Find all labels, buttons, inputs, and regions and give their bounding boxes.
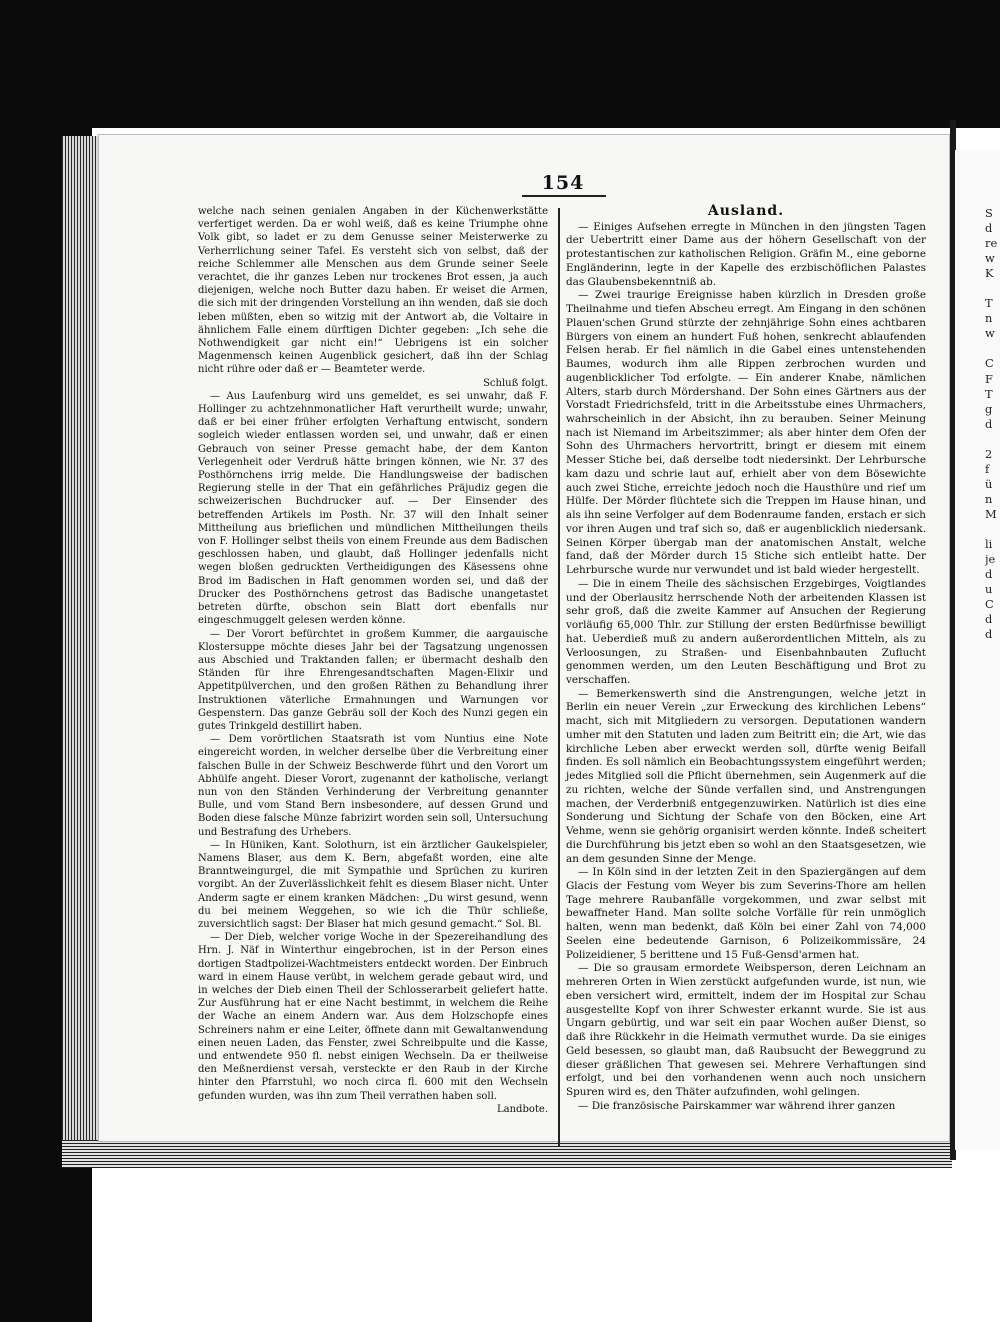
page-number-rule	[522, 195, 606, 197]
article-berlin: — Bemerkenswerth sind die Anstrengungen, welche jetzt in Berlin ein neuer Verein „zur Erweckung des kirchlichen Lebens“ macht, sich mit Mitgliedern zu versorgen. Deputationen wandern umher mit den Statuten und laden zum Beitritt ein; die Art, wie das kirchliche Leben aber erweckt werden soll, dürfte wenig Beifall finden. Es soll nämlich ein Beobachtungssystem eingeführt werden; jedes Mitglied soll die Pflicht übernehmen, sein Augenmerk auf die zu richten, welche der Sünde verfallen sind, und Anstrengungen machen, der Verderbniß entgegenzuwirken. Natürlich ist dies eine Sonderung und Sichtung der Schafe von den Böcken, eine Art Vehme, wenn sie gehörig organisirt werden könnte. Indeß scheitert die Durchführung bis jetzt eben so wohl an den Staatsgesetzen, wie an dem gesunden Sinne der Menge.	[566, 687, 926, 865]
continued-note: Schluß folgt.	[483, 377, 548, 389]
book-bottom-edges	[62, 1140, 952, 1168]
book-page-edges	[62, 136, 98, 1148]
article-vorort: — Der Vorort befürchtet in großem Kummer, die aargauische Klostersuppe möchte dieses Jahr bei der Tagsatzung ungenossen aus Abschied und Traktanden fallen; er übermacht deshalb den Ständen für ihre Ehrengesandtschaften Magen-Elixir und Appetitpülverchen, und den großen Räthen zu Behandlung ihrer Instruktionen väterliche Ermahnungen und Warnungen vor Gespenstern. Das ganze Gebräu soll der Koch des Nunzi gegen ein gutes Trinkgeld destillirt haben.	[198, 628, 548, 732]
page-number: 154	[541, 172, 585, 194]
article-hueniken: — In Hüniken, Kant. Solothurn, ist ein ärztlicher Gaukelspieler, Namens Blaser, aus dem K. Bern, abgefaßt worden, eine alte Branntweingurgel, die mit Sympathie und Sprüchen zu kuriren vorgibt. An der Zuverlässlichkeit fehlt es diesem Blaser nicht. Unter Anderm sagte er einem kranken Mädchen: „Du wirst gesund, wenn du bei meinem Weggehen, so wie ich die Thür schließe, zuversichtlich sagst: Der Blaser hat mich gesund gemacht.“ Sol. Bl.	[198, 839, 548, 930]
section-title-ausland: Ausland.	[707, 203, 785, 219]
article-erzgebirge: — Die in einem Theile des sächsischen Erzgebirges, Voigtlandes und der Oberlausitz herrschende Noth der arbeitenden Klassen ist sehr groß, daß die zweite Kammer auf Ansuchen der Regierung vorläufig 65,000 Thlr. zur Stillung der ersten Bedürfnisse bewilligt hat. Ueberdieß muß zu andern außerordentlichen Mitteln, als zu Verloosungen, zu Straßen- und Eisenbahnbauten Zuflucht genommen werden, um den Leuten Beschäftigung und Brot zu verschaffen.	[566, 577, 926, 686]
article-winterthur: — Der Dieb, welcher vorige Woche in der Spezereihandlung des Hrn. J. Näf in Winterthur eingebrochen, ist in der Person eines dortigen Stadtpolizei-Wachtmeisters entdeckt worden. Der Einbruch ward in einem Hause verübt, in welchem gerade gebaut wird, und in welches der Dieb einen Theil der Schlosserarbeit geliefert hatte. Zur Ausführung hat er eine Nacht bestimmt, in welchem die Reihe der Wache an einem Andern war. Aus dem Holzschopfe eines Schreiners nahm er eine Leiter, öffnete dann mit Gewaltanwendung einen neuen Laden, das Fenster, zwei Schreibpulte und die Kasse, und entwendete 950 fl. nebst einigen Wechseln. Da er theilweise den Meßnerdienst versah, versteckte er den Raub in der Kirche hinter den Pfarrstuhl, wo noch circa fl. 600 mit den Wechseln gefunden wurden, was ihn zum Theil verrathen haben soll.	[198, 932, 548, 1102]
article-laufenburg: — Aus Laufenburg wird uns gemeldet, es sei unwahr, daß F. Hollinger zu achtzehnmonatlicher Haft verurtheilt wurde; unwahr, daß er bei einer früher erfolgten Verhaftung entwischt, sondern sogleich wieder entlassen worden sei, und unwahr, daß er einen Gebrauch von seiner Presse gemacht habe, der dem Kanton Verlegenheit oder Verdruß hätte bringen können, wie Nr. 37 des Posthörnchens irrig melde. Die Handlungsweise der badischen Regierung stelle in der That ein gefährliches Präjudiz gegen die schweizerischen Buchdrucker auf. — Der Einsender des betreffenden Artikels im Posth. Nr. 37 will den Inhalt seiner Mittheilung aus brieflichen und mündlichen Mittheilungen theils von F. Hollinger selbst theils von einem Freunde aus dem Badischen geschlossen haben, und glaubt, daß Hollinger jedenfalls nicht wegen bloßen gedruckten Vertheidigungen des Käsessens ohne Brod im Badischen in Haft genommen worden sei, und daß der Drucker des Posthörnchens getrost das Badische unangetastet betreten dürfte, obschon sein Blatt dort ebenfalls nur eingeschmuggelt gelesen werden könne.	[198, 390, 548, 627]
article-wien: — Die so grausam ermordete Weibsperson, deren Leichnam an mehreren Orten in Wien zerstückt aufgefunden wurde, ist nun, wie eben versichert wird, ermittelt, indem der im Hospital zur Schau ausgestellte Kopf von ihrer Schwester erkannt wurde. Sie ist aus Ungarn gebürtig, und war seit ein paar Wochen außer Dienst, so daß ihre Rückkehr in die Heimath vermuthet wurde. Da sie einiges Geld besessen, so glaubt man, daß Raubsucht der Beweggrund zu dieser gräßlichen That gewesen sei. Mehrere Verhaftungen sind erfolgt, und bei den vorhandenen wenn auch noch unsichern Spuren wird es, den Thäter aufzufinden, wohl gelingen.	[566, 962, 926, 1098]
article-continuation: welche nach seinen genialen Angaben in der Küchenwerkstätte verfertiget werden. Da er wohl weiß, daß es keine Triumphe ohne Volk gibt, so ladet er zu dem Genusse seiner Meisterwerke zu Verherrlichung seiner Tafel. Es versteht sich von selbst, daß der reiche Schlemmer alle Menschen aus dem Grunde seiner Seele verachtet, die ihr ganzes Leben nur trockenes Brot essen, ja auch diejenigen, welche noch Butter dazu haben. Er weiset die Armen, die sich mit der dringenden Vorstellung an ihn wenden, daß sie doch leben müßten, eben so witzig mit der Antwort ab, die Voltaire in ähnlichem Falle einem dürftigen Dichter gegeben: „Ich sehe die Nothwendigkeit gar nicht ein!“ Uebrigens ist ein solcher Magenmensch keinen Augenblick gesichert, daß ihn der Schlag nicht rühre oder daß er — Beamteter werde.	[198, 206, 548, 376]
article-nuntius: — Dem vorörtlichen Staatsrath ist vom Nuntius eine Note eingereicht worden, in welcher derselbe über die Verbreitung einer falschen Bulle in der Schweiz Beschwerde führt und den Vorort um Abhülfe angeht. Dieser Vorort, zugenannt der katholische, verlangt nun von den Ständen Verhinderung der Verbreitung genannter Bulle, und vom Stand Bern insbesondere, auf dessen Grund und Boden diese falsche Münze fabrizirt worden sein soll, Untersuchung und Bestrafung des Urhebers.	[198, 734, 548, 838]
neighbor-page-text: S d re w K T n w C F T g d 2 f ü n M li je d u C d d	[985, 206, 998, 642]
left-column	[198, 205, 548, 1116]
source-landbote: Landbote.	[497, 1103, 548, 1115]
article-dresden: — Zwei traurige Ereignisse haben kürzlich in Dresden große Theilnahme und tiefen Abscheu erregt. Am Eingang in den schönen Plauen'schen Grund stürzte der zehnjährige Sohn eines achtbaren Bürgers von einem an hundert Fuß hohen, senkrecht ablaufenden Felsen herab. Er fiel nämlich in die Gabel eines untenstehenden Baumes, wodurch ihm alle Rippen zerbrochen wurden und augenblicklicher Tod erfolgte. — Ein anderer Knabe, nämlichen Alters, starb durch Mördershand. Der Sohn eines Gärtners aus der Vorstadt Friedrichsfeld, tritt in die Arbeitsstube eines Uhrmachers, wahrscheinlich in der Absicht, ihn zu berauben. Seiner Meinung nach ist Niemand im Arbeitszimmer; als aber hinter dem Ofen der Sohn des Uhrmachers hervortritt, bringt er diesem mit einem Messer Stiche bei, daß derselbe todt niedersinkt. Der Lehrbursche kam dazu und schrie laut auf, erhielt aber von dem Bösewichte auch zwei Stiche, erreichte jedoch noch die Hausthüre und rief um Hülfe. Der Mörder flüchtete sich die Treppen im Hause hinan, und als ihn seine Verfolger auf dem Bodenraume fanden, erstach er sich vor ihren Augen und traf sich so, daß er augenblicklich niedersank. Seinen Körper übergab man der anatomischen Anstalt, welche fand, daß der Mörder durch 15 Stiche sich entleibt hatte. Der Lehrbursche wurde nur verwundet und ist bald wieder hergestellt.	[566, 289, 926, 577]
scan-background-top	[0, 0, 1000, 128]
right-column	[566, 205, 926, 1113]
article-koeln: — In Köln sind in der letzten Zeit in den Spaziergängen auf dem Glacis der Festung vom Weyer bis zum Severins-Thore am hellen Tage mehrere Raubanfälle vorgekommen, und zwar selbst mit bewaffneter Hand. Man sollte solche Vorfälle für rein unmöglich halten, wenn man bedenkt, daß Köln bei einer Zahl von 74,000 Seelen eine bedeutende Garnison, 6 Polizeikommissäre, 24 Polizeidiener, 5 berittene und 15 Fuß-Gensd'armen hat.	[566, 866, 926, 961]
article-muenchen: — Einiges Aufsehen erregte in München in den jüngsten Tagen der Uebertritt einer Dame aus der höhern Gesellschaft von der protestantischen zur katholischen Religion. Gräfin M., eine geborne Engländerinn, legte in der Kapelle des erzbischöflichen Palastes das Glaubensbekenntniß ab.	[566, 220, 926, 288]
column-divider	[558, 208, 560, 1146]
article-pairskammer: — Die französische Pairskammer war während ihrer ganzen	[578, 1099, 896, 1112]
